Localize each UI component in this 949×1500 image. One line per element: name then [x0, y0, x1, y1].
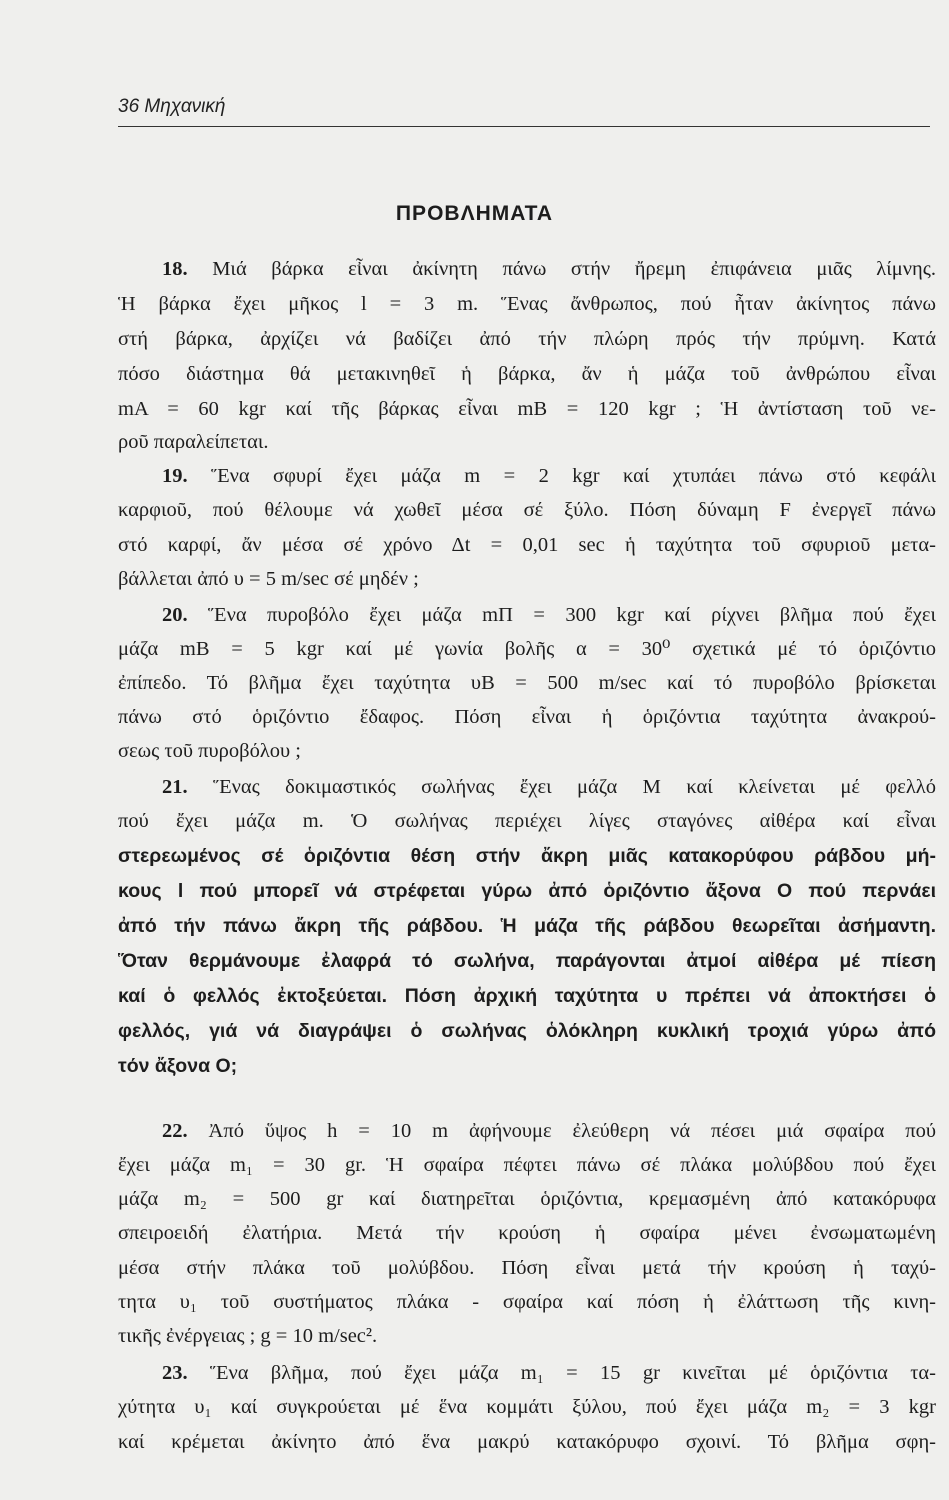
section-title: ΠΡΟΒΛΗΜΑΤΑ: [395, 202, 554, 225]
problem-23-line-2: χύτητα υ₁ καί συγκρούεται μέ ἕνα κομμάτι ξύλου, πού ἔχει μάζα m₂ = 3 kgr: [118, 1396, 936, 1418]
problem-22-line-5: μέσα στήν πλάκα τοῦ μολύβδου. Πόση εἶναι μετά τήν κρούση ἡ ταχύ-: [118, 1257, 936, 1279]
problem-22-line-4: σπειροειδή ἐλατήρια. Μετά τήν κρούση ἡ σφαίρα μένει ἐνσωματωμένη: [118, 1222, 936, 1244]
problem-19-number: 19.: [162, 465, 188, 487]
problem-21-line-6: Ὅταν θερμάνουμε ἐλαφρά τό σωλήνα, παράγονται ἀτμοί αἰθέρα μέ πίεση: [118, 950, 936, 972]
problem-20-line-1: 20. Ἕνα πυροβόλο ἔχει μάζα mΠ = 300 kgr καί ρίχνει βλῆμα πού ἔχει: [162, 604, 936, 626]
problem-20-line-5: σεως τοῦ πυροβόλου ;: [118, 740, 301, 762]
problem-21-line-4: κους l πού μπορεῖ νά στρέφεται γύρω ἀπό ὁριζόντιο ἄξονα O πού περνάει: [118, 880, 936, 902]
problem-18-line-3: στή βάρκα, ἀρχίζει νά βαδίζει ἀπό τήν πλώρη πρός τήν πρύμνη. Κατά: [118, 328, 936, 350]
problem-22-line-2: ἔχει μάζα m₁ = 30 gr. Ἡ σφαίρα πέφτει πάνω σέ πλάκα μολύβδου πού ἔχει: [118, 1154, 936, 1176]
problem-21-line-5: ἀπό τήν πάνω ἄκρη τῆς ράβδου. Ἡ μάζα τῆς ράβδου θεωρεῖται ἀσήμαντη.: [118, 915, 936, 937]
problem-21-number: 21.: [162, 776, 188, 798]
running-header: [118, 96, 225, 118]
problem-21-line-1: 21. Ἕνας δοκιμαστικός σωλήνας ἔχει μάζα M καί κλείνεται μέ φελλό: [162, 776, 936, 798]
problem-21-line-7: καί ὁ φελλός ἐκτοξεύεται. Πόση ἀρχική ταχύτητα υ πρέπει νά ἀποκτήσει ὁ: [118, 985, 936, 1007]
problem-21-line-9: τόν ἄξονα O;: [118, 1055, 238, 1077]
problem-22-line-3: μάζα m₂ = 500 gr καί διατηρεῖται ὁριζόντια, κρεμασμένη ἀπό κατακόρυφα: [118, 1188, 936, 1210]
problem-18-line-6: ροῦ παραλείπεται.: [118, 431, 269, 453]
problem-19-line-4: βάλλεται ἀπό υ = 5 m/sec σέ μηδέν ;: [118, 568, 419, 590]
problem-21-line-2: πού ἔχει μάζα m. Ὁ σωλήνας περιέχει λίγες σταγόνες αἰθέρα καί εἶναι: [118, 810, 936, 832]
problem-22-line-6: τητα υ₁ τοῦ συστήματος πλάκα - σφαίρα καί πόση ἡ ἐλάττωση τῆς κινη-: [118, 1291, 936, 1313]
problem-22-number: 22.: [162, 1120, 188, 1142]
page-number: 36: [118, 96, 140, 117]
problem-23-line-3: καί κρέμεται ἀκίνητο ἀπό ἕνα μακρύ κατακόρυφο σχοινί. Τό βλῆμα σφη-: [118, 1431, 936, 1453]
problem-18-line-1: 18. Μιά βάρκα εἶναι ἀκίνητη πάνω στήν ἤρεμη ἐπιφάνεια μιᾶς λίμνης.: [162, 258, 936, 280]
problem-23-line-1: 23. Ἕνα βλῆμα, πού ἔχει μάζα m₁ = 15 gr κινεῖται μέ ὁριζόντια τα-: [162, 1362, 936, 1384]
problem-19-line-3: στό καρφί, ἄν μέσα σέ χρόνο Δt = 0,01 sec ἡ ταχύτητα τοῦ σφυριοῦ μετα-: [118, 534, 936, 556]
problem-23-number: 23.: [162, 1362, 188, 1384]
problem-19-line-1: 19. Ἕνα σφυρί ἔχει μάζα m = 2 kgr καί χτυπάει πάνω στό κεφάλι: [162, 465, 936, 487]
problem-18-line-5: mA = 60 kgr καί τῆς βάρκας εἶναι mB = 120 kgr ; Ἡ ἀντίσταση τοῦ νε-: [118, 398, 936, 420]
problem-18-number: 18.: [162, 258, 188, 280]
problem-19-line-2: καρφιοῦ, πού θέλουμε νά χωθεῖ μέσα σέ ξύλο. Πόση δύναμη F ἐνεργεῖ πάνω: [118, 499, 936, 521]
problem-20-line-2: μάζα mB = 5 kgr καί μέ γωνία βολῆς α = 30⁰ σχετικά μέ τό ὁριζόντιο: [118, 638, 936, 660]
problem-20-number: 20.: [162, 604, 188, 626]
problem-18-line-2: Ἡ βάρκα ἔχει μῆκος l = 3 m. Ἕνας ἄνθρωπος, πού ἦταν ἀκίνητος πάνω: [118, 293, 936, 315]
problem-20-line-3: ἐπίπεδο. Τό βλῆμα ἔχει ταχύτητα υB = 500 m/sec καί τό πυροβόλο βρίσκεται: [118, 672, 936, 694]
problem-22-line-1: 22. Ἀπό ὕψος h = 10 m ἀφήνουμε ἐλεύθερη νά πέσει μιά σφαίρα πού: [162, 1120, 936, 1142]
problem-22-line-7: τικῆς ἐνέργειας ; g = 10 m/sec².: [118, 1325, 378, 1347]
problem-18-line-4: πόσο διάστημα θά μετακινηθεῖ ἡ βάρκα, ἄν ἡ μάζα τοῦ ἀνθρώπου εἶναι: [118, 363, 936, 385]
running-title: Μηχανική: [144, 96, 226, 117]
header-rule: [118, 126, 930, 127]
problem-20-line-4: πάνω στό ὁριζόντιο ἔδαφος. Πόση εἶναι ἡ ὁριζόντια ταχύτητα ἀνακρού-: [118, 706, 936, 728]
problem-21-line-3: στερεωμένος σέ ὁριζόντια θέση στήν ἄκρη μιᾶς κατακορύφου ράβδου μή-: [118, 845, 936, 867]
problem-21-line-8: φελλός, γιά νά διαγράψει ὁ σωλήνας ὁλόκληρη κυκλική τροχιά γύρω ἀπό: [118, 1020, 936, 1042]
